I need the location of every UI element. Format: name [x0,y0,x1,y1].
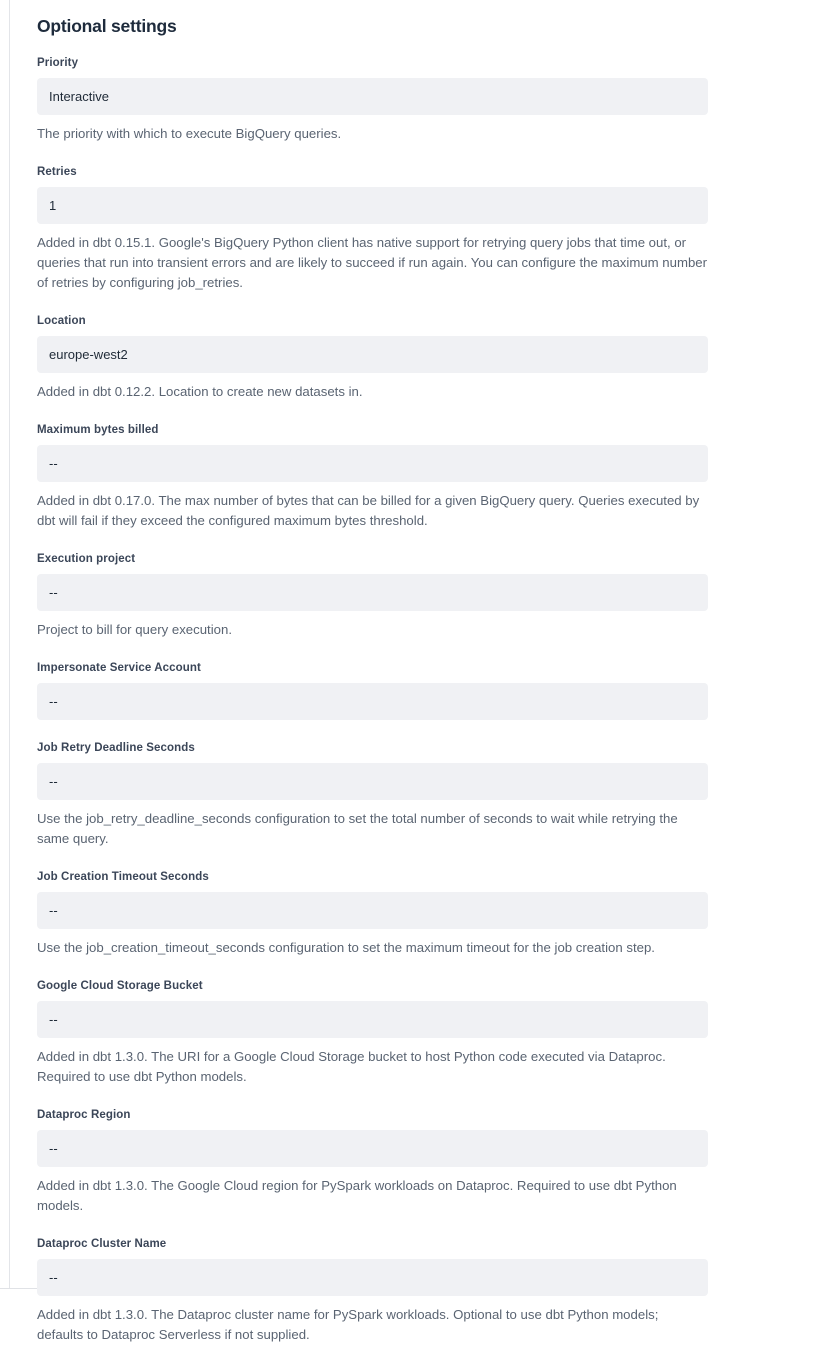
field-helper-text: Added in dbt 1.3.0. The Google Cloud region for PySpark workloads on Dataproc. Required to use dbt Python models. [37,1178,677,1213]
field-label: Maximum bytes billed [37,424,159,436]
field-label: Google Cloud Storage Bucket [37,980,203,992]
field-value: 1 [49,198,57,213]
field-helper-text: Added in dbt 0.15.1. Google's BigQuery Python client has native support for retrying query jobs that time out, or queries that run into transient errors and are likely to succeed if run again. You can configure the maximum number of retries by configuring job_retries. [37,235,707,290]
field-value: -- [49,1141,58,1156]
field-group [37,870,708,958]
field-group [37,56,708,144]
field-group [37,1237,708,1345]
field-readonly-input [37,445,708,482]
field-helper-text: Added in dbt 1.3.0. The Dataproc cluster name for PySpark workloads. Optional to use dbt Python models; defaults to Dataproc Serverless if not supplied. [37,1307,659,1342]
field-group [37,165,708,293]
optional-settings-content [37,15,708,1366]
field-value: -- [49,774,58,789]
field-group [37,661,708,720]
field-helper-text: Added in dbt 0.12.2. Location to create new datasets in. [37,384,363,399]
field-label: Retries [37,166,77,178]
field-readonly-input [37,892,708,929]
field-readonly-input [37,1259,708,1296]
field-label: Execution project [37,553,136,565]
field-readonly-input [37,1001,708,1038]
field-value: -- [49,1012,58,1027]
field-label: Location [37,315,86,327]
field-readonly-input [37,187,708,224]
field-label: Job Creation Timeout Seconds [37,871,209,883]
field-label: Job Retry Deadline Seconds [37,742,195,754]
page-title: Optional settings [37,16,177,36]
field-readonly-input [37,574,708,611]
field-helper-text: Use the job_retry_deadline_seconds configuration to set the total number of seconds to wait while retrying the same query. [37,811,678,846]
field-value: -- [49,903,58,918]
field-label: Dataproc Region [37,1109,131,1121]
field-value: Interactive [49,89,109,104]
field-readonly-input [37,78,708,115]
panel-left-divider [9,0,10,1289]
field-helper-text: Project to bill for query execution. [37,622,232,637]
fields-list [37,56,708,1345]
field-readonly-input [37,1130,708,1167]
field-readonly-input [37,683,708,720]
field-value: -- [49,1270,58,1285]
field-group [37,741,708,849]
field-group [37,423,708,531]
field-helper-text: Added in dbt 0.17.0. The max number of bytes that can be billed for a given BigQuery query. Queries executed by dbt will fail if they exceed the configured maximum bytes threshold. [37,493,700,528]
field-readonly-input [37,763,708,800]
field-readonly-input [37,336,708,373]
field-label: Impersonate Service Account [37,662,201,674]
field-value: europe-west2 [49,347,128,362]
field-group [37,552,708,640]
field-value: -- [49,694,58,709]
field-group [37,314,708,402]
field-helper-text: Added in dbt 1.3.0. The URI for a Google Cloud Storage bucket to host Python code executed via Dataproc. Required to use dbt Python models. [37,1049,666,1084]
field-label: Dataproc Cluster Name [37,1238,167,1250]
field-value: -- [49,585,58,600]
field-helper-text: Use the job_creation_timeout_seconds configuration to set the maximum timeout for the job creation step. [37,940,655,955]
field-group [37,1108,708,1216]
field-label: Priority [37,57,79,69]
field-group [37,979,708,1087]
field-helper-text: The priority with which to execute BigQuery queries. [37,126,342,141]
field-value: -- [49,456,58,471]
